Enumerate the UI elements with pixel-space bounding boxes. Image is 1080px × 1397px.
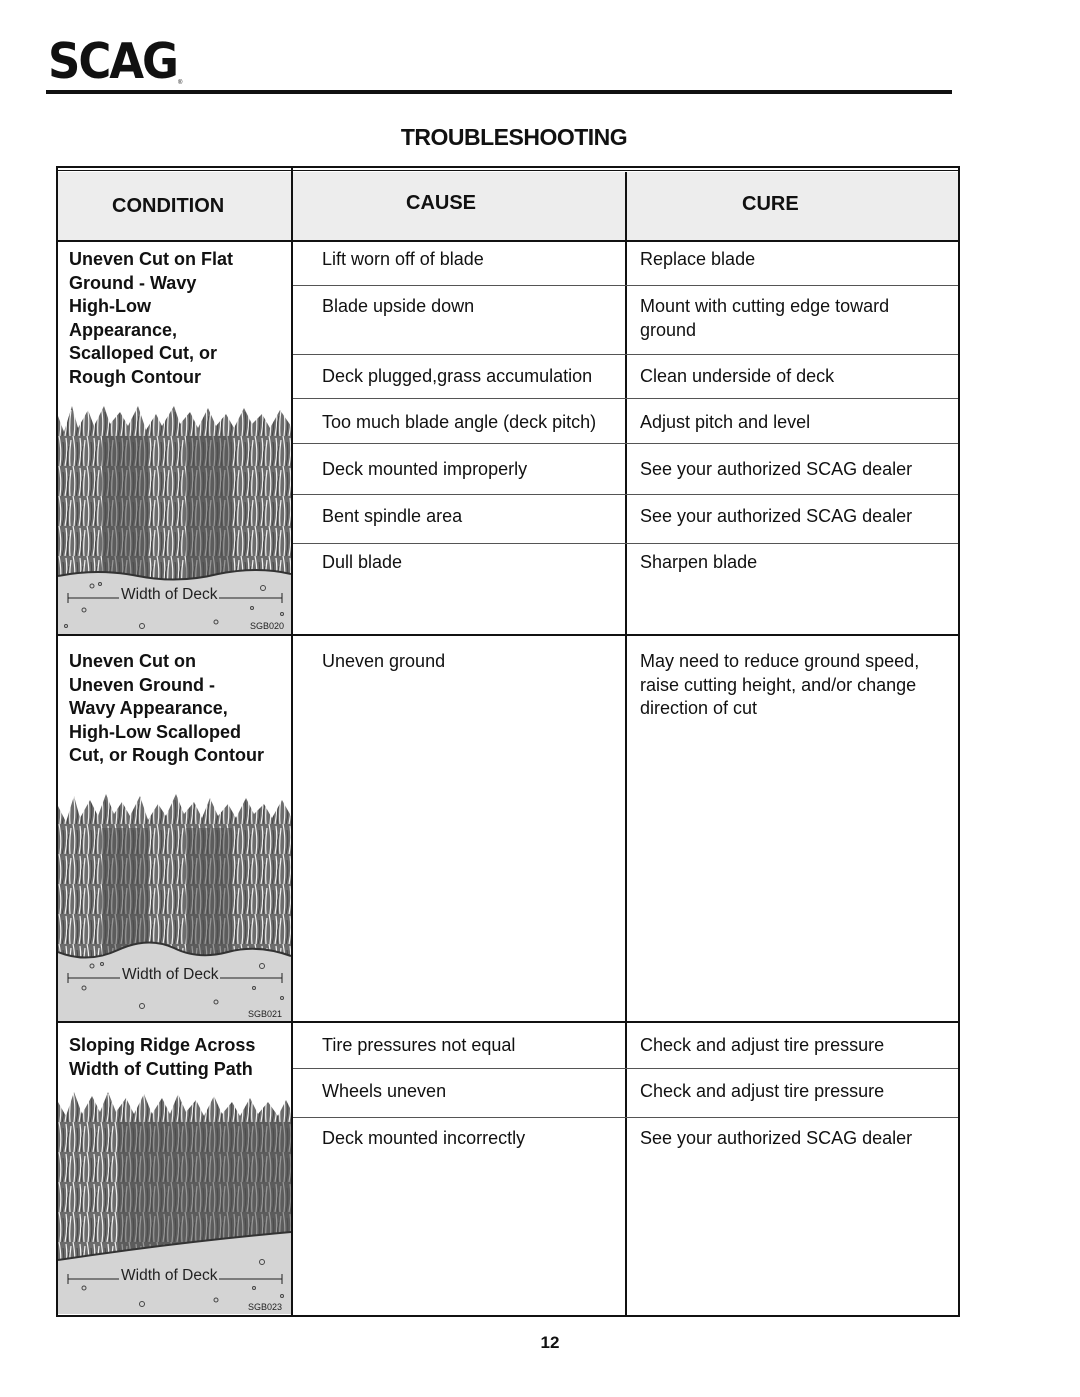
- cause-cell: Deck plugged,grass accumulation: [322, 366, 593, 386]
- row-divider: [293, 543, 958, 544]
- cure-cell: Replace blade: [640, 249, 756, 269]
- divider-condition-cause: [291, 168, 293, 1315]
- page-title: TROUBLESHOOTING: [400, 124, 628, 150]
- cause-cell: Lift worn off of blade: [322, 249, 484, 269]
- cure-cell: Check and adjust tire pressure: [640, 1081, 885, 1101]
- cure-cell: May need to reduce ground speed, raise cutting height, and/or change direction of cut: [640, 651, 920, 718]
- width-of-deck-label: Width of Deck: [121, 586, 218, 603]
- section-divider: [58, 634, 958, 636]
- figure-code: SGB020: [250, 621, 285, 631]
- column-header-cause: CAUSE: [406, 192, 477, 214]
- cure-cell: See your authorized SCAG dealer: [640, 459, 913, 479]
- condition-sloping-ridge: Sloping Ridge Across Width of Cutting Path: [69, 1035, 256, 1079]
- scag-logo: [48, 33, 188, 90]
- condition-uneven-ground: Uneven Cut on Uneven Ground - Wavy Appearance, High-Low Scalloped Cut, or Rough Contour: [69, 651, 264, 765]
- uneven-cut-uneven-ground-illustration: [58, 794, 291, 1022]
- cause-cell: Wheels uneven: [322, 1081, 447, 1101]
- row-divider: [293, 285, 958, 286]
- row-divider: [293, 1117, 958, 1118]
- cure-cell: Adjust pitch and level: [640, 412, 811, 432]
- row-divider: [293, 354, 958, 355]
- uneven-cut-flat-ground-illustration: [58, 406, 291, 634]
- divider-cause-cure: [625, 172, 627, 1315]
- cause-cell: Blade upside down: [322, 296, 475, 316]
- cure-cell: Check and adjust tire pressure: [640, 1035, 885, 1055]
- condition-uneven-flat: Uneven Cut on Flat Ground - Wavy High-Low Appearance, Scalloped Cut, or Rough Contour: [69, 249, 234, 387]
- cause-cell: Deck mounted incorrectly: [322, 1128, 526, 1148]
- row-divider: [293, 494, 958, 495]
- cure-cell: See your authorized SCAG dealer: [640, 1128, 913, 1148]
- cause-cell: Deck mounted improperly: [322, 459, 528, 479]
- troubleshooting-table: [56, 166, 960, 1317]
- cause-cell: Tire pressures not equal: [322, 1035, 516, 1055]
- row-divider: [293, 1068, 958, 1069]
- figure-code: SGB023: [248, 1302, 283, 1312]
- header-rule: [46, 90, 952, 94]
- section-divider: [58, 1021, 958, 1023]
- cure-cell: See your authorized SCAG dealer: [640, 506, 913, 526]
- cure-cell: Sharpen blade: [640, 552, 758, 572]
- width-of-deck-label: Width of Deck: [121, 1267, 218, 1284]
- page-number: 12: [540, 1333, 560, 1352]
- registered-mark: ®: [178, 80, 183, 86]
- sloping-ridge-illustration: [58, 1092, 291, 1314]
- cure-cell: Clean underside of deck: [640, 366, 835, 386]
- logo-text: SCAG: [48, 33, 177, 90]
- figure-code: SGB021: [248, 1009, 283, 1019]
- width-of-deck-label: Width of Deck: [122, 966, 219, 983]
- column-header-cure: CURE: [742, 193, 799, 215]
- row-divider: [293, 443, 958, 444]
- cause-cell: Too much blade angle (deck pitch): [322, 412, 597, 432]
- cause-cell: Dull blade: [322, 552, 403, 572]
- row-divider: [293, 398, 958, 399]
- grass-drawing-2: [58, 794, 291, 1022]
- cure-cell: Mount with cutting edge toward ground: [640, 296, 890, 340]
- cause-cell: Uneven ground: [322, 651, 446, 671]
- cause-cell: Bent spindle area: [322, 506, 463, 526]
- column-header-condition: CONDITION: [112, 195, 225, 217]
